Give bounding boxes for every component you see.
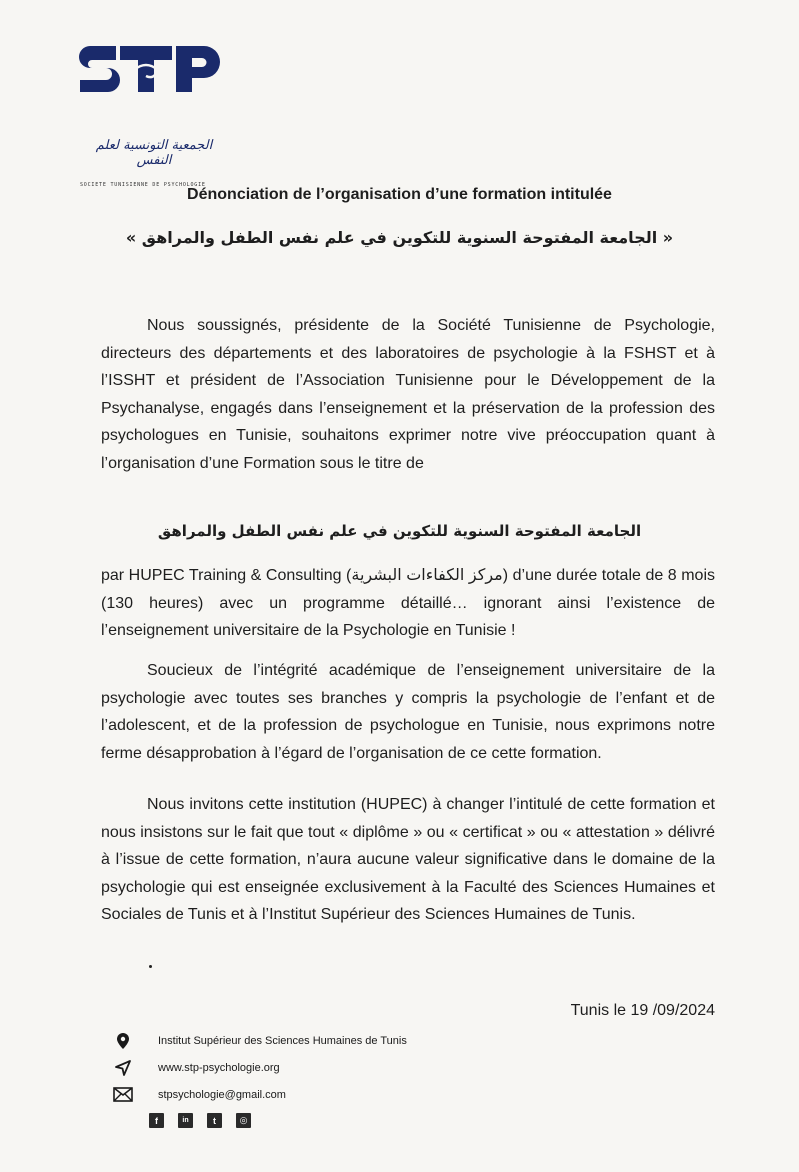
location-pin-icon [113, 1031, 133, 1051]
logo-subtitle: SOCIETE TUNISIENNE DE PSYCHOLOGIE [80, 182, 206, 188]
email-link[interactable]: stpsychologie@gmail.com [158, 1088, 286, 1101]
letter-date: Tunis le 19 /09/2024 [570, 1002, 715, 1019]
stp-logo-mark [76, 40, 226, 100]
website-link[interactable]: www.stp-psychologie.org [158, 1061, 280, 1074]
contact-address [113, 1027, 407, 1054]
linkedin-icon[interactable]: in [178, 1113, 193, 1128]
social-icons [149, 1113, 251, 1128]
letter-title-arabic: « الجامعة المفتوحة السنوية للتكوين في علم نفس الطفل والمراهق » [125, 228, 674, 247]
paragraph-2: par HUPEC Training & Consulting (مركز الكفاءات البشرية) d’une durée totale de 8 mois (130 heures) avec un programme détaillé… ignorant ainsi l’existence de l’enseignement universitaire de la Psychologie en Tunisie ! [101, 567, 716, 640]
mail-icon [113, 1085, 133, 1105]
stray-dot [149, 965, 152, 968]
formation-title-arabic: الجامعة المفتوحة السنوية للتكوين في علم نفس الطفل والمراهق [157, 522, 642, 540]
send-arrow-icon [113, 1058, 133, 1078]
facebook-icon[interactable]: f [149, 1113, 164, 1128]
letter-title: Dénonciation de l’organisation d’une formation intitulée [187, 186, 612, 203]
paragraph-3: Soucieux de l’intégrité académique de l’enseignement universitaire de la psychologie avec toutes ses branches y compris la psychologie de l’enfant et de l’adolescent, et de la profession de psychologue en Tunisie, nous exprimons notre ferme désapprobation à l’égard de l’organisation de ce cette formation. [101, 662, 715, 762]
paragraph-1: Nous soussignés, présidente de la Société Tunisienne de Psychologie, directeurs des départements et des laboratoires de psychologie à la FSHST et à l’ISSHT et président de l’Association Tunisienne pour le Développement de la Psychanalyse, engagés dans l’enseignement et la préservation de la profession des psychologues en Tunisie, souhaitons exprimer notre vive préoccupation quant à l’organisation d’une Formation sous le titre de [101, 317, 715, 472]
paragraph-4: Nous invitons cette institution (HUPEC) à changer l’intitulé de cette formation et nous insistons sur le fait que tout « diplôme » ou « certificat » ou « attestation » délivré à l’issue de cette formation, n’aura aucune valeur significative dans le domaine de la psychologie qui est enseignée exclusivement à la Faculté des Sciences Humaines et Sociales de Tunis et à l’Institut Supérieur des Sciences Humaines de Tunis. [101, 796, 715, 924]
footer-contact [113, 1027, 407, 1108]
stp-logo [76, 40, 226, 188]
contact-website[interactable] [113, 1054, 407, 1081]
instagram-icon[interactable]: ◎ [236, 1113, 251, 1128]
contact-email[interactable] [113, 1081, 407, 1108]
twitter-icon[interactable]: t [207, 1113, 222, 1128]
logo-arabic-name: الجمعية التونسية لعلم النفس [95, 138, 213, 168]
address-text: Institut Supérieur des Sciences Humaines de Tunis [158, 1034, 407, 1047]
